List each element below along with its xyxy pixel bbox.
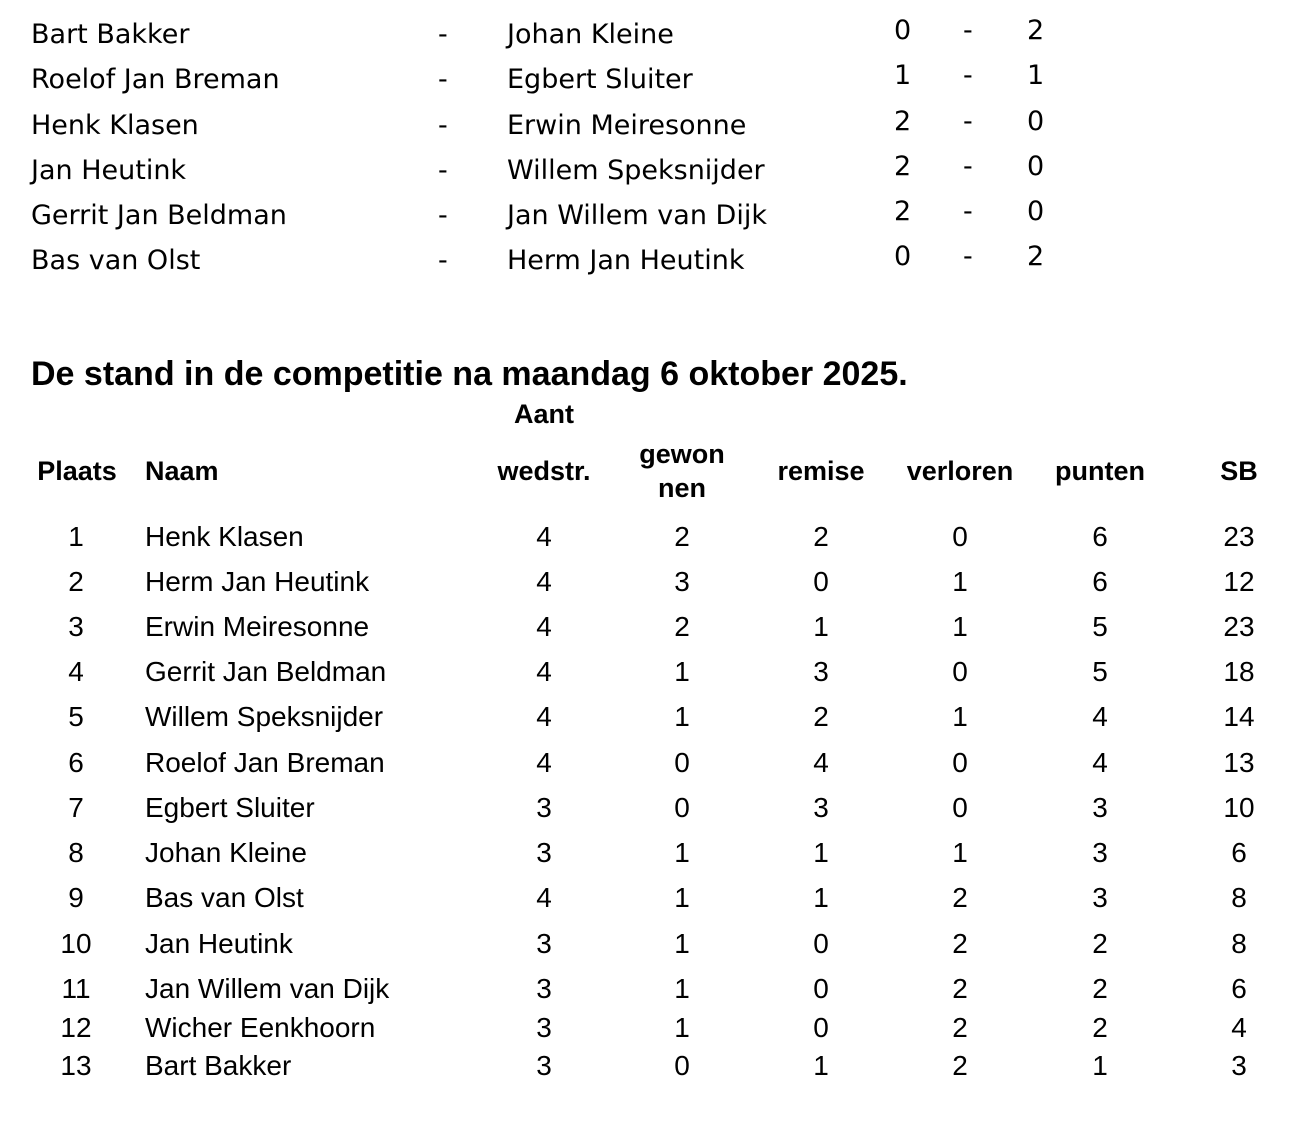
cell-naam: Gerrit Jan Beldman: [145, 656, 387, 687]
table-row: [0, 517, 1298, 557]
score-dash: -: [963, 196, 973, 227]
cell-wedstr: 4: [536, 611, 552, 642]
cell-wedstr: 4: [536, 656, 552, 687]
cell-verloren: 2: [952, 882, 968, 913]
header-gewonnen-line2: nen: [657, 473, 706, 503]
cell-sb: 14: [1223, 701, 1255, 732]
away-player: Jan Willem van Dijk: [507, 200, 767, 231]
cell-gewonnen: 0: [674, 1050, 690, 1081]
cell-sb: 8: [1231, 882, 1247, 913]
score-dash: -: [963, 241, 973, 272]
cell-verloren: 2: [952, 973, 968, 1004]
versus-dash: -: [438, 64, 448, 95]
home-player: Henk Klasen: [31, 110, 199, 141]
score-home: 2: [894, 106, 912, 137]
score-home: 2: [894, 151, 912, 182]
score-home: 0: [894, 241, 912, 272]
table-row: [0, 652, 1298, 692]
cell-sb: 6: [1231, 973, 1247, 1004]
cell-punten: 3: [1092, 792, 1108, 823]
away-player: Johan Kleine: [507, 19, 674, 50]
cell-wedstr: 3: [536, 973, 552, 1004]
cell-sb: 10: [1223, 792, 1255, 823]
cell-plaats: 10: [60, 928, 92, 959]
cell-punten: 2: [1092, 1012, 1108, 1043]
cell-naam: Wicher Eenkhoorn: [145, 1012, 376, 1043]
home-player: Jan Heutink: [31, 155, 187, 186]
cell-gewonnen: 1: [674, 1012, 690, 1043]
cell-punten: 5: [1092, 656, 1108, 687]
cell-wedstr: 3: [536, 792, 552, 823]
cell-punten: 1: [1092, 1050, 1108, 1081]
cell-naam: Erwin Meiresonne: [145, 611, 370, 642]
cell-plaats: 5: [68, 701, 84, 732]
table-row: [0, 788, 1298, 828]
cell-verloren: 0: [952, 792, 968, 823]
cell-plaats: 6: [68, 747, 84, 778]
cell-sb: 23: [1223, 521, 1255, 552]
cell-remise: 0: [813, 973, 829, 1004]
result-row: [0, 196, 1298, 236]
cell-naam: Bart Bakker: [145, 1050, 292, 1081]
cell-sb: 18: [1223, 656, 1255, 687]
cell-remise: 3: [813, 792, 829, 823]
cell-verloren: 1: [952, 701, 968, 732]
cell-plaats: 13: [60, 1050, 92, 1081]
cell-plaats: 3: [68, 611, 84, 642]
cell-gewonnen: 0: [674, 792, 690, 823]
cell-plaats: 12: [60, 1012, 92, 1043]
cell-punten: 6: [1092, 566, 1108, 597]
cell-punten: 2: [1092, 928, 1108, 959]
cell-gewonnen: 1: [674, 928, 690, 959]
result-row: [0, 241, 1298, 281]
cell-naam: Bas van Olst: [145, 882, 304, 913]
home-player: Gerrit Jan Beldman: [31, 200, 287, 231]
standings-title: De stand in de competitie na maandag 6 oktober 2025.: [31, 355, 908, 393]
cell-wedstr: 3: [536, 1012, 552, 1043]
cell-gewonnen: 0: [674, 747, 690, 778]
cell-verloren: 2: [952, 928, 968, 959]
cell-plaats: 1: [68, 521, 84, 552]
score-away: 0: [1027, 106, 1045, 137]
cell-sb: 4: [1231, 1012, 1247, 1043]
cell-plaats: 8: [68, 837, 84, 868]
score-away: 0: [1027, 196, 1045, 227]
score-away: 1: [1027, 60, 1045, 91]
result-row: [0, 106, 1298, 146]
cell-sb: 13: [1223, 747, 1255, 778]
cell-gewonnen: 3: [674, 566, 690, 597]
cell-sb: 3: [1231, 1050, 1247, 1081]
header-verloren: verloren: [906, 456, 1014, 486]
cell-plaats: 11: [61, 973, 91, 1004]
table-row: [0, 562, 1298, 602]
cell-wedstr: 4: [536, 521, 552, 552]
score-home: 1: [894, 60, 912, 91]
header-wedstr-line1: Aant: [514, 399, 574, 429]
cell-sb: 12: [1223, 566, 1255, 597]
cell-wedstr: 4: [536, 566, 552, 597]
away-player: Willem Speksnijder: [507, 155, 765, 186]
cell-verloren: 2: [952, 1050, 968, 1081]
header-wedstr-line2: wedstr.: [497, 456, 591, 486]
cell-wedstr: 4: [536, 701, 552, 732]
cell-gewonnen: 1: [674, 837, 690, 868]
score-dash: -: [963, 106, 973, 137]
cell-naam: Egbert Sluiter: [145, 792, 315, 823]
cell-naam: Jan Heutink: [145, 928, 293, 959]
table-row: [0, 743, 1298, 783]
cell-naam: Jan Willem van Dijk: [145, 973, 390, 1004]
cell-gewonnen: 2: [674, 611, 690, 642]
cell-naam: Willem Speksnijder: [145, 701, 384, 732]
cell-verloren: 1: [952, 566, 968, 597]
cell-remise: 0: [813, 1012, 829, 1043]
cell-verloren: 0: [952, 521, 968, 552]
cell-verloren: 0: [952, 656, 968, 687]
cell-punten: 6: [1092, 521, 1108, 552]
home-player: Bart Bakker: [31, 19, 190, 50]
score-home: 0: [894, 15, 912, 46]
cell-remise: 1: [813, 882, 829, 913]
cell-remise: 3: [813, 656, 829, 687]
result-row: [0, 15, 1298, 55]
result-row: [0, 151, 1298, 191]
cell-sb: 23: [1223, 611, 1255, 642]
away-player: Herm Jan Heutink: [507, 245, 745, 276]
home-player: Bas van Olst: [31, 245, 201, 276]
cell-naam: Johan Kleine: [145, 837, 307, 868]
cell-remise: 0: [813, 928, 829, 959]
cell-wedstr: 3: [536, 928, 552, 959]
header-gewonnen-line1: gewon: [639, 439, 725, 469]
table-row: [0, 1046, 1298, 1086]
cell-wedstr: 4: [536, 882, 552, 913]
cell-gewonnen: 1: [674, 656, 690, 687]
cell-remise: 1: [813, 837, 829, 868]
cell-naam: Herm Jan Heutink: [145, 566, 370, 597]
cell-gewonnen: 2: [674, 521, 690, 552]
cell-verloren: 1: [952, 611, 968, 642]
cell-verloren: 0: [952, 747, 968, 778]
score-away: 2: [1027, 241, 1045, 272]
table-row: [0, 924, 1298, 964]
table-row: [0, 697, 1298, 737]
versus-dash: -: [438, 110, 448, 141]
result-row: [0, 60, 1298, 100]
cell-remise: 4: [813, 747, 829, 778]
cell-plaats: 2: [68, 566, 84, 597]
cell-punten: 4: [1092, 747, 1108, 778]
cell-remise: 2: [813, 521, 829, 552]
cell-sb: 8: [1231, 928, 1247, 959]
score-dash: -: [963, 60, 973, 91]
table-row: [0, 878, 1298, 918]
cell-remise: 0: [813, 566, 829, 597]
cell-wedstr: 4: [536, 747, 552, 778]
table-row: [0, 833, 1298, 873]
table-row: [0, 1008, 1298, 1048]
cell-naam: Henk Klasen: [145, 521, 304, 552]
cell-punten: 4: [1092, 701, 1108, 732]
header-remise: remise: [777, 456, 865, 486]
cell-remise: 1: [813, 611, 829, 642]
cell-plaats: 4: [68, 656, 84, 687]
cell-wedstr: 3: [536, 1050, 552, 1081]
header-punten: punten: [1055, 456, 1145, 486]
table-row: [0, 607, 1298, 647]
cell-gewonnen: 1: [674, 701, 690, 732]
cell-verloren: 2: [952, 1012, 968, 1043]
cell-verloren: 1: [952, 837, 968, 868]
cell-plaats: 9: [68, 882, 84, 913]
header-naam: Naam: [145, 456, 219, 486]
versus-dash: -: [438, 19, 448, 50]
cell-punten: 2: [1092, 973, 1108, 1004]
home-player: Roelof Jan Breman: [31, 64, 280, 95]
cell-sb: 6: [1231, 837, 1247, 868]
cell-gewonnen: 1: [674, 882, 690, 913]
score-away: 2: [1027, 15, 1045, 46]
score-dash: -: [963, 151, 973, 182]
cell-remise: 2: [813, 701, 829, 732]
header-sb: SB: [1220, 456, 1258, 486]
header-plaats: Plaats: [37, 456, 117, 486]
cell-gewonnen: 1: [674, 973, 690, 1004]
table-row: [0, 969, 1298, 1009]
versus-dash: -: [438, 155, 448, 186]
score-home: 2: [894, 196, 912, 227]
versus-dash: -: [438, 200, 448, 231]
away-player: Erwin Meiresonne: [507, 110, 747, 141]
away-player: Egbert Sluiter: [507, 64, 693, 95]
cell-remise: 1: [813, 1050, 829, 1081]
cell-wedstr: 3: [536, 837, 552, 868]
versus-dash: -: [438, 245, 448, 276]
cell-plaats: 7: [68, 792, 84, 823]
score-away: 0: [1027, 151, 1045, 182]
score-dash: -: [963, 15, 973, 46]
cell-naam: Roelof Jan Breman: [145, 747, 385, 778]
cell-punten: 5: [1092, 611, 1108, 642]
cell-punten: 3: [1092, 837, 1108, 868]
cell-punten: 3: [1092, 882, 1108, 913]
